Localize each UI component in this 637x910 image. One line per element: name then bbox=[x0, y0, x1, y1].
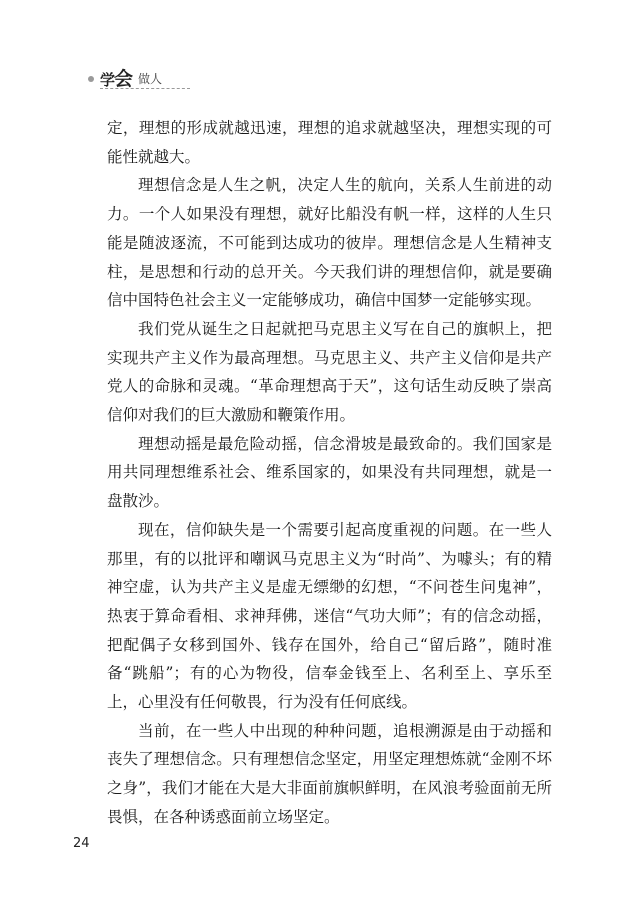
paragraph-4: 理想动摇是最危险动摇，信念滑坡是最致命的。我们国家是用共同理想维系社会、维系国家的，如果没有共同理想，就是一盘散沙。 bbox=[107, 434, 552, 511]
page-number: 24 bbox=[73, 836, 90, 851]
header-logo-part1: 学 bbox=[100, 71, 115, 89]
paragraph-6: 当前，在一些人中出现的种种问题，追根溯源是由于动摇和丧失了理想信念。只有理想信念坚定，用坚定理想炼就“金刚不坏之身”，我们才能在大是大非面前旗帜鲜明，在风浪考验面前无所畏惧，在各种诱惑面前立场坚定。 bbox=[107, 721, 552, 826]
header-subtitle: 做人 bbox=[138, 72, 163, 86]
running-header bbox=[88, 62, 238, 92]
header-dot-icon bbox=[88, 76, 94, 82]
header-logo-part2: 会 bbox=[114, 68, 133, 90]
body-text bbox=[107, 114, 552, 832]
paragraph-5: 现在，信仰缺失是一个需要引起高度重视的问题。在一些人那里，有的以批评和嘲讽马克思主义为“时尚”、为噱头；有的精神空虚，认为共产主义是虚无缥缈的幻想，“不问苍生问鬼神”，热衷于算命看相、求神拜佛，迷信“气功大师”；有的信念动摇，把配偶子女移到国外、钱存在国外，给自己“留后路”，随时准备“跳船”；有的心为物役，信奉金钱至上、名利至上、享乐至上，心里没有任何敬畏，行为没有任何底线。 bbox=[107, 520, 552, 712]
header-divider bbox=[100, 88, 190, 89]
paragraph-2: 理想信念是人生之帆，决定人生的航向，关系人生前进的动力。一个人如果没有理想，就好比船没有帆一样，这样的人生只能是随波逐流，不可能到达成功的彼岸。理想信念是人生精神支柱，是思想和行动的总开关。今天我们讲的理想信仰，就是要确信中国特色社会主义一定能够成功，确信中国梦一定能够实现。 bbox=[107, 176, 552, 310]
paragraph-3: 我们党从诞生之日起就把马克思主义写在自己的旗帜上，把实现共产主义作为最高理想。马克思主义、共产主义信仰是共产党人的命脉和灵魂。“革命理想高于天”，这句话生动反映了崇高信仰对我们的巨大激励和鞭策作用。 bbox=[107, 319, 552, 425]
header-logo bbox=[100, 64, 132, 91]
paragraph-1: 定，理想的形成就越迅速，理想的追求就越坚决，理想实现的可能性就越大。 bbox=[107, 119, 552, 166]
